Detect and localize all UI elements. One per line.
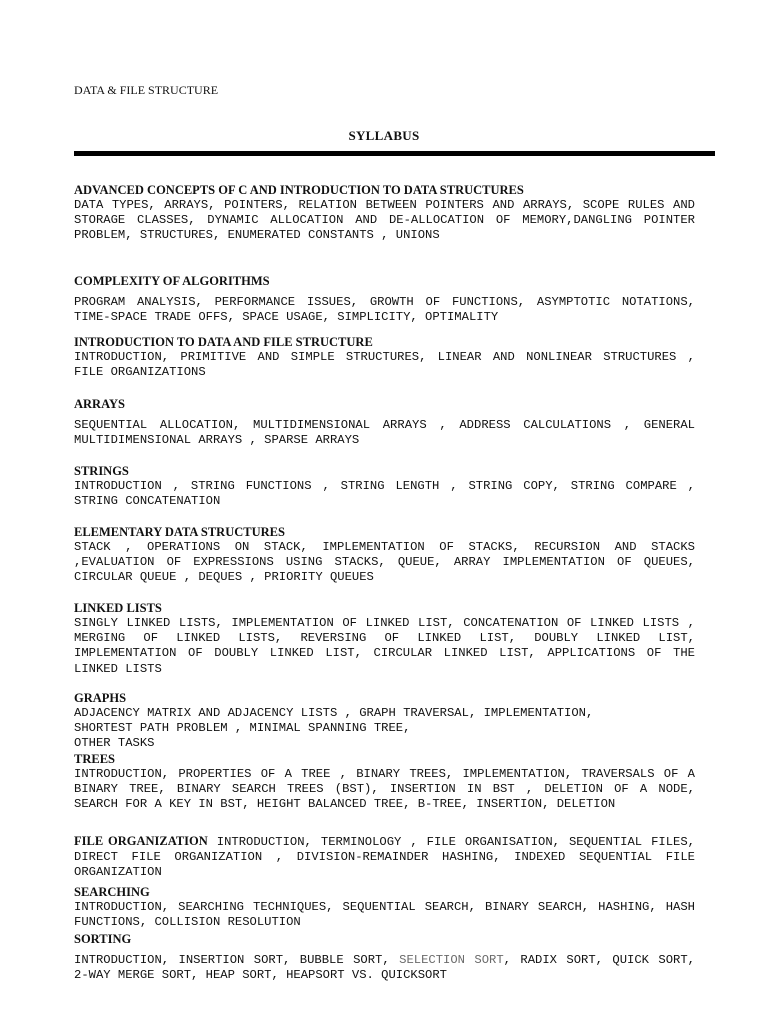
section-body: INTRODUCTION, PROPERTIES OF A TREE , BINARY TREES, IMPLEMENTATION, TRAVERSALS OF A BINARY TREE, BINARY SEARCH TREES (BST), INSERTION IN BST , DELETION OF A NODE, SEARCH FOR A KEY IN BST, HEIGHT BALANCED TREE, B-TREE, INSERTION, DELETION <box>74 767 695 812</box>
section-body: INTRODUCTION, PRIMITIVE AND SIMPLE STRUCTURES, LINEAR AND NONLINEAR STRUCTURES , FILE ORGANIZATIONS <box>74 350 695 380</box>
section-body-line: ADJACENCY MATRIX AND ADJACENCY LISTS , GRAPH TRAVERSAL, IMPLEMENTATION, <box>74 706 594 720</box>
section-body: INTRODUCTION, SEARCHING TECHNIQUES, SEQUENTIAL SEARCH, BINARY SEARCH, HASHING, HASH FUNCTIONS, COLLISION RESOLUTION <box>74 900 695 930</box>
section-body: INTRODUCTION , STRING FUNCTIONS , STRING LENGTH , STRING COPY, STRING COMPARE , STRING CONCATENATION <box>74 479 695 509</box>
section-body-line: SHORTEST PATH PROBLEM , MINIMAL SPANNING TREE, <box>74 721 411 736</box>
section-heading: SORTING <box>74 932 132 946</box>
sorting-body-part: INTRODUCTION, INSERTION SORT, BUBBLE SORT, <box>74 953 400 967</box>
section-body: STACK , OPERATIONS ON STACK, IMPLEMENTATION OF STACKS, RECURSION AND STACKS ,EVALUATION OF EXPRESSIONS USING STACKS, QUEUE, ARRAY IMPLEMENTATION OF QUEUES, CIRCULAR QUEUE , DEQUES , PRIORITY QUEUES <box>74 540 695 585</box>
section-heading: ARRAYS <box>74 397 125 411</box>
section-heading: LINKED LISTS <box>74 601 162 615</box>
section-heading: GRAPHS <box>74 691 127 705</box>
section-body: INTRODUCTION, TERMINOLOGY , FILE ORGANISATION, SEQUENTIAL FILES, DIRECT FILE ORGANIZATION , DIVISION-REMAINDER HASHING, INDEXED SEQUENTIAL FILE ORGANIZATION <box>74 835 695 880</box>
section-graphs <box>74 691 695 752</box>
section-sorting <box>74 932 695 983</box>
section-heading: ADVANCED CONCEPTS OF C AND INTRODUCTION TO DATA STRUCTURES <box>74 183 524 197</box>
section-body: SEQUENTIAL ALLOCATION, MULTIDIMENSIONAL ARRAYS , ADDRESS CALCULATIONS , GENERAL MULTIDIMENSIONAL ARRAYS , SPARSE ARRAYS <box>74 418 695 448</box>
section-heading: STRINGS <box>74 464 129 478</box>
section-searching <box>74 885 695 930</box>
section-elementary-ds <box>74 525 695 586</box>
section-heading: TREES <box>74 752 115 766</box>
section-advanced-c <box>74 183 695 244</box>
section-strings <box>74 464 695 509</box>
section-body <box>74 953 695 983</box>
section-body: PROGRAM ANALYSIS, PERFORMANCE ISSUES, GROWTH OF FUNCTIONS, ASYMPTOTIC NOTATIONS, TIME-SPACE TRADE OFFS, SPACE USAGE, SIMPLICITY, OPTIMALITY <box>74 295 695 325</box>
section-arrays <box>74 397 695 448</box>
section-heading: SEARCHING <box>74 885 150 899</box>
title-divider <box>74 151 715 156</box>
section-trees <box>74 752 695 813</box>
section-file-organization <box>74 834 695 881</box>
section-body: DATA TYPES, ARRAYS, POINTERS, RELATION BETWEEN POINTERS AND ARRAYS, SCOPE RULES AND STORAGE CLASSES, DYNAMIC ALLOCATION AND DE-ALLOCATION OF MEMORY,DANGLING POINTER PROBLEM, STRUCTURES, ENUMERATED CONSTANTS , UNIONS <box>74 198 695 243</box>
section-body-line: OTHER TASKS <box>74 736 155 751</box>
section-body: SINGLY LINKED LISTS, IMPLEMENTATION OF LINKED LIST, CONCATENATION OF LINKED LISTS , MERGING OF LINKED LISTS, REVERSING OF LINKED LIST, DOUBLY LINKED LIST, IMPLEMENTATION OF DOUBLY LINKED LIST, CIRCULAR LINKED LIST, APPLICATIONS OF THE LINKED LISTS <box>74 616 695 676</box>
section-heading: COMPLEXITY OF ALGORITHMS <box>74 274 270 288</box>
section-heading: FILE ORGANIZATION <box>74 834 208 848</box>
section-intro-dfs <box>74 335 695 380</box>
section-heading: INTRODUCTION TO DATA AND FILE STRUCTURE <box>74 335 373 349</box>
sorting-highlight: SELECTION SORT <box>399 953 504 967</box>
sorting-body-part: , RADIX SORT, QUICK SORT, 2-WAY MERGE SORT, HEAP SORT, HEAPSORT VS. QUICKSORT <box>74 953 695 983</box>
document-subject: DATA & FILE STRUCTURE <box>74 83 219 97</box>
section-heading: ELEMENTARY DATA STRUCTURES <box>74 525 285 539</box>
page-title: SYLLABUS <box>348 128 420 143</box>
section-linked-lists <box>74 601 695 677</box>
section-complexity <box>74 274 695 325</box>
